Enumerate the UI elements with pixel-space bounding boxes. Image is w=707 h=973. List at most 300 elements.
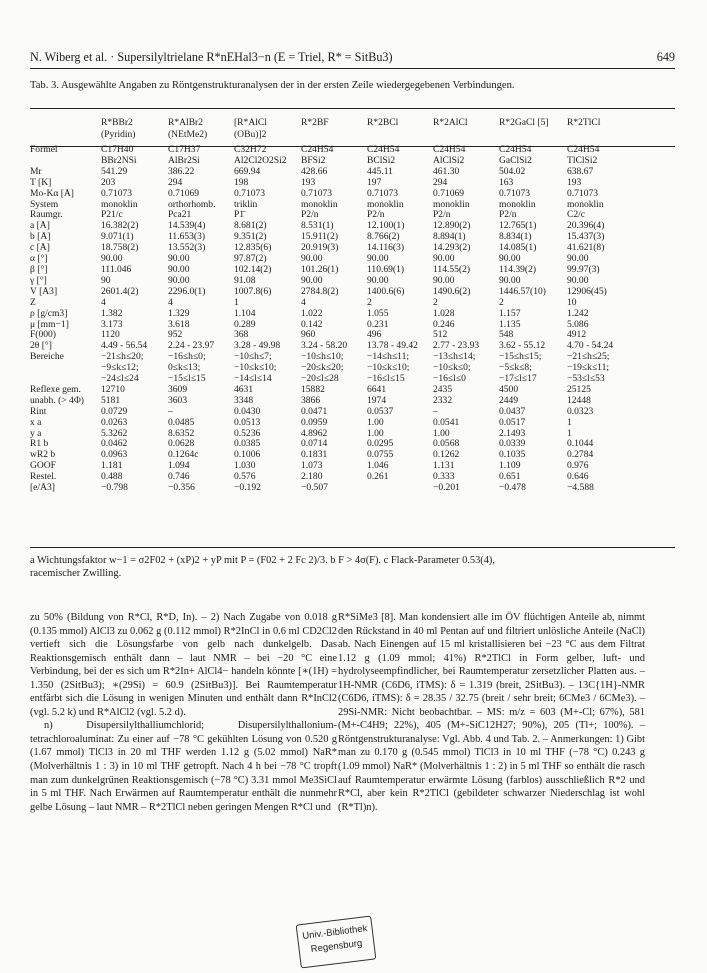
row-label: y a [30,428,42,439]
table-cell: 8.894(1) [433,232,466,243]
table-cell: P1̄ [234,210,245,221]
table-row [30,221,675,232]
table-cell: 504.02 [499,166,526,177]
table-cell: C2/c [567,210,586,221]
table-cell: 2296.0(1) [168,286,206,297]
table-cell: 0.231 [367,319,389,330]
table-cell: 1.131 [433,461,455,472]
row-label: μ [mm−1] [30,319,69,330]
table-cell: TlClSi2 [567,155,598,166]
table-cell: 15.437(3) [567,232,605,243]
table-cell: AlClSi2 [433,155,465,166]
table-cell: 12710 [101,384,125,395]
row-label: ρ [g/cm3] [30,308,68,319]
table-cell: Pca21 [168,210,192,221]
table-cell: −0.507 [301,483,328,494]
table-cell: P21/c [101,210,123,221]
table-cell: 541.29 [101,166,128,177]
table-cell: 18.758(2) [101,243,139,254]
row-label: α [°] [30,254,48,265]
table-cell: −4.588 [567,483,594,494]
paragraph: zu 50% (Bildung von R*Cl, R*D, In). – 2) Nach Zugabe von 0.018 g (0.135 mmol) AlCl3 zu 0.062 g (0.112 mmol) R*2InCl in 0.6 ml CD2Cl2 vertieft sich die Lösungsfarbe von gelb nach dunkelgelb. Das Reaktionsgemisch enthält dann – laut NMR – bei −20 °C eine Verbindung, bei der es sich um R*2In+ AlCl4− handeln könnte [∗(1H) = 1.350 (2SitBu3); ∗(29Si) = 60.9 (2SitBu3)]. Bei Raumtemperatur entfärbt sich die Lösung in wenigen Minuten und enthält dann R*InCl2 (vgl. 5.2 k) und R*AlCl2 (vgl. 5.2 d). [30,612,337,718]
table-cell: 90.00 [433,275,455,286]
table-cell: 4 [301,297,306,308]
row-label: x a [30,417,42,428]
table-cell: 0.0729 [101,406,128,417]
table-cell: 114.55(2) [433,264,471,275]
table-row [30,210,675,221]
table-cell: 3.62 - 55.12 [499,341,546,352]
table-cell: 14.085(1) [499,243,537,254]
table-row [30,265,675,276]
table-cell: 5181 [101,395,121,406]
row-label: wR2 b [30,450,56,461]
table-caption: Tab. 3. Ausgewählte Angaben zu Röntgenstrukturanalysen der in der ersten Zeile wiedergegebenen Verbindungen. [30,80,515,91]
table-row [30,320,675,331]
table-cell: 198 [234,177,249,188]
footnote-line: a Wichtungsfaktor w−1 = σ2F02 + (xP)2 + yP mit P = (F02 + 2 Fc 2)/3. b F > 4σ(F). c Flack-Parameter 0.53(4), [30,555,495,566]
table-cell: −20≤k≤20; [301,363,344,374]
table-row [30,450,675,461]
table-cell: 0.71073 [301,188,333,199]
table-cell: 1.135 [499,319,521,330]
table-row [30,232,675,243]
table-cell: −9≤k≤12; [101,363,139,374]
table-cell: 3.28 - 49.98 [234,341,281,352]
table-cell: −19≤k≤11; [567,363,610,374]
column-header [101,117,168,140]
column-header [234,117,301,140]
table-cell: 41.621(8) [567,243,605,254]
table-cell: 14.116(3) [367,243,405,254]
table-cell: 3866 [301,395,321,406]
table-cell: 1.104 [234,308,256,319]
table-cell: 0.289 [234,319,256,330]
table-cell: triklin [234,199,258,210]
table-cell: 102.14(2) [234,264,272,275]
row-label: Rint [30,406,47,417]
table-row [30,407,675,418]
table-cell: −17≤l≤17 [499,374,537,385]
column-header-line: R*2AlCl [433,117,468,128]
table-cell: 0.0959 [301,417,328,428]
row-label: F(000) [30,330,56,341]
row-label: c [Å] [30,243,50,254]
table-cell: 90.00 [367,275,389,286]
table-cell: 960 [301,330,316,341]
table-cell: P2/n [301,210,319,221]
table-cell: 0.0339 [499,439,526,450]
table-cell: 0.488 [101,472,123,483]
table-cell: 4 [168,297,173,308]
column-header [433,117,499,140]
row-label [30,156,101,167]
row-label [30,374,101,385]
table-cell: 2.1493 [499,428,526,439]
paragraph: n) Disupersilylthalliumchlorid; Disupersilylthallonium-tetrachloroaluminat: Zu einer auf −78 °C gekühlten Lösung von 0.520 g (1.67 mmol) TlCl3 in 20 ml THF werden 1.12 g (5.02 mmol) NaR* (Molverhältnis 1 : 3) in 10 ml THF getropft. Nach 4 h bei −78 °C tropft man zum dunkelgrünen Reaktionsgemisch (−78 °C) 3.31 mmol Me3SiCl in 5 ml THF. Nach Erwärmen auf Raumtemperatur enthält die nunmehr gelbe Lösung – laut NMR – R*2TlCl neben geringen Mengen R*Cl und [30,720,337,813]
table-cell: 0.651 [499,472,521,483]
table-cell: 2601.4(2) [101,286,139,297]
row-label: b [Å] [30,232,51,243]
row-label: GOOF [30,461,56,472]
table-cell: 0.0537 [367,406,394,417]
table-cell: 20.396(4) [567,221,605,232]
table-cell: monoklin [101,199,138,210]
column-header-line: R*2BCl [367,117,399,128]
table-cell: C24H54 [499,145,532,155]
table-cell: Al2Cl2O2Si2 [234,155,287,166]
table-cell: monoklin [567,199,604,210]
table-cell: 2435 [433,384,453,395]
column-header [567,117,675,140]
table-cell: 3.173 [101,319,123,330]
table-cell: 1.00 [367,417,384,428]
table-cell: 9.351(2) [234,232,267,243]
table-cell: 1.242 [567,308,589,319]
table-cell: −0.478 [499,483,526,494]
table-cell: 294 [168,177,183,188]
table-cell: C32H72 [234,145,267,155]
table-cell: 2 [499,297,504,308]
table-cell: 0.2784 [567,450,594,461]
table-cell: −53≤l≤53 [567,374,605,385]
table-cell: 203 [101,177,116,188]
table-cell: 2 [433,297,438,308]
table-cell: – [168,406,173,417]
table-cell: 8.531(1) [301,221,334,232]
table-cell: 1.109 [499,461,521,472]
table-row [30,298,675,309]
table-cell: 8.766(2) [367,232,400,243]
table-cell: 2449 [499,395,519,406]
table-cell: 8.834(1) [499,232,532,243]
table-cell: −0.201 [433,483,460,494]
table-cell: 11.653(3) [168,232,206,243]
table-cell: 20.919(3) [301,243,339,254]
table-head [30,117,675,140]
table-cell: 368 [234,330,249,341]
table-cell: 99.97(3) [567,264,600,275]
table-cell: 0.0437 [499,406,526,417]
table-row [30,483,675,494]
table-cell: 4.49 - 56.54 [101,341,148,352]
table-row [30,341,675,352]
row-label: unabh. (> 4Φ) [30,395,84,406]
row-label: R1 b [30,439,49,450]
row-label: 2θ [°] [30,341,52,352]
table-cell: 0.0263 [101,417,128,428]
column-header-line: (Pyridin) [101,128,136,140]
table-cell: 0.0517 [499,417,526,428]
row-label: [e/Å3] [30,483,55,494]
table-cell: 0.0471 [301,406,328,417]
column-header-line: R*AlBr2 [168,117,204,128]
table-row [30,396,675,407]
table-cell: GaClSi2 [499,155,532,166]
table-cell: 1.073 [301,461,323,472]
table-cell: 90.00 [367,254,389,265]
table-cell: 386.22 [168,166,195,177]
table-cell: 0.1831 [301,450,328,461]
row-label: β [°] [30,264,48,275]
row-label: Restel. [30,472,57,483]
table-cell: 0.0323 [567,406,594,417]
table-cell: 0.0462 [101,439,128,450]
header-row [30,117,675,140]
table-cell: 90.00 [301,254,323,265]
running-header [30,50,675,68]
table-cell: C17H37 [168,145,201,155]
table-row [30,385,675,396]
table-cell: 4500 [499,384,519,395]
table-cell: 4.8962 [301,428,328,439]
table-cell: 1.030 [234,461,256,472]
table-cell: 25125 [567,384,591,395]
table-cell: 1 [234,297,239,308]
table-cell: 0.1006 [234,450,261,461]
table-cell: 91.08 [234,275,256,286]
table-cell: 294 [433,177,448,188]
table-cell: 13.78 - 49.42 [367,341,418,352]
table-cell: 1 [567,417,572,428]
table-cell: 6641 [367,384,387,395]
table-cell: 90.00 [499,254,521,265]
table-cell: 638.67 [567,166,594,177]
table-cell: 1007.8(6) [234,286,272,297]
table-cell: −16≤h≤0; [168,352,206,363]
table-row [30,374,675,385]
table-cell: 0≤k≤13; [168,363,201,374]
table-body [30,140,675,494]
table-cell: monoklin [499,199,536,210]
table-cell: 3609 [168,384,188,395]
table-cell: 5.3262 [101,428,128,439]
table-cell: 8.681(2) [234,221,267,232]
table-cell: −21≤h≤20; [101,352,144,363]
table-cell: 111.046 [101,264,132,275]
stamp-line: Regensburg [310,937,363,956]
table-cell: −15≤l≤15 [168,374,206,385]
row-label: Raumgr. [30,210,63,221]
table-cell: 5.086 [567,319,589,330]
table-cell: 0.0485 [168,417,195,428]
column-header [168,117,234,140]
table-cell: monoklin [301,199,338,210]
table-row [30,254,675,265]
table-cell: 0.0755 [367,450,394,461]
table-cell: 4 [101,297,106,308]
table-cell: 90.00 [567,275,589,286]
table-cell: 1974 [367,395,387,406]
table-cell: 1400.6(6) [367,286,405,297]
table-cell: 0.0714 [301,439,328,450]
table-cell: orthorhomb. [168,199,216,210]
table-cell: 14.539(4) [168,221,206,232]
table-cell: 0.1264c [168,450,199,461]
table-cell: 0.1044 [567,439,594,450]
table-cell [367,483,433,494]
table-cell: P2/n [367,210,385,221]
table-cell: 0.0541 [433,417,460,428]
page-number: 649 [656,50,675,64]
table-cell: 12.100(1) [367,221,405,232]
table-cell: monoklin [367,199,404,210]
table-cell: BFSi2 [301,155,326,166]
table-row [30,429,675,440]
table-row [30,352,675,363]
table-cell: 0.71073 [367,188,399,199]
table-cell: 0.71073 [234,188,266,199]
table-cell: 0.646 [567,472,589,483]
table-cell: AlBr2Si [168,155,200,166]
row-label: Formel [30,145,58,155]
table-bottom-rule [30,547,675,548]
table-cell: 12906(45) [567,286,607,297]
table-cell: −10≤k≤10; [234,363,277,374]
table-cell: 90.00 [168,264,190,275]
table-cell: 0.333 [433,472,455,483]
table-cell: 0.71069 [168,188,200,199]
table-cell: 1.00 [367,428,384,439]
table-cell: 1.028 [433,308,455,319]
table-cell: 90.00 [433,254,455,265]
table-cell: 0.71073 [101,188,133,199]
table-cell: −10≤h≤10; [301,352,344,363]
header-rule [30,68,675,69]
table-cell: 0.71073 [567,188,599,199]
table-cell: 1490.6(2) [433,286,471,297]
table-cell: 1.382 [101,308,123,319]
table-cell: 548 [499,330,514,341]
table-cell: 1.00 [433,428,450,439]
column-header [367,117,433,140]
table-cell: 90.00 [499,275,521,286]
table-cell: 15882 [301,384,325,395]
table-cell: 3348 [234,395,254,406]
table-cell: 4912 [567,330,587,341]
table-cell: 15.911(2) [301,232,339,243]
table-cell: C17H40 [101,145,134,155]
table-cell: 0.576 [234,472,256,483]
table-cell: −13≤h≤14; [433,352,476,363]
table-cell: 12.765(1) [499,221,537,232]
column-header-line: (NEtMe2) [168,128,208,140]
table-cell: −15≤h≤15; [499,352,542,363]
table-cell: 0.71073 [499,188,531,199]
table-row [30,330,675,341]
table-cell: −10≤h≤7; [234,352,272,363]
table-row [30,461,675,472]
table-cell: 2332 [433,395,453,406]
right-text-column [338,611,645,814]
row-label: System [30,199,59,210]
table-cell: 101.26(1) [301,264,339,275]
table-row [30,287,675,298]
table-cell: 0.246 [433,319,455,330]
library-stamp [296,916,377,969]
table-cell: – [433,406,438,417]
table-cell: 1.181 [101,461,123,472]
row-label: T [K] [30,177,52,188]
table-cell: 12448 [567,395,591,406]
table-cell: −16≤l≤15 [367,374,405,385]
table-cell: 0.71069 [433,188,465,199]
table-cell: −16≤l≤0 [433,374,466,385]
row-label: Mo-Kα [Å] [30,188,74,199]
table-cell: BBr2NSi [101,155,137,166]
table-cell: −20≤l≤28 [301,374,339,385]
table-cell: C24H54 [367,145,400,155]
table-mid-rule [30,146,675,147]
table-cell: 0.1262 [433,450,460,461]
table-cell: 14.293(2) [433,243,471,254]
stamp-line: Univ.-Bibliothek [301,923,368,943]
table-row [30,472,675,483]
table-row [30,200,675,211]
table-cell: 0.976 [567,461,589,472]
footnote-line: racemischer Zwilling. [30,568,122,579]
table-cell: 90.00 [101,254,123,265]
table-cell: 2.180 [301,472,323,483]
table-cell: −5≤k≤8; [499,363,532,374]
table-cell: 0.142 [301,319,323,330]
row-label: a [Å] [30,221,50,232]
column-header-line: R*2GaCl [5] [499,117,549,128]
table-cell: 0.0295 [367,439,394,450]
table-row [30,418,675,429]
table-cell: 2.24 - 23.97 [168,341,215,352]
table-cell: 193 [567,177,582,188]
xray-data-table [30,117,675,494]
table-cell: 16.382(2) [101,221,139,232]
table-footnote [30,554,675,580]
table-row [30,276,675,287]
table-row [30,178,675,189]
table-cell: 12.835(6) [234,243,272,254]
column-header-line: (OBu)]2 [234,128,267,140]
table-cell: P2/n [433,210,451,221]
table-top-rule [30,108,675,109]
table-cell: 445.11 [367,166,393,177]
table-row [30,309,675,320]
table-cell: 461.30 [433,166,460,177]
table-cell: 97.87(2) [234,254,267,265]
column-header-line: R*BBr2 [101,117,133,128]
table-row [30,189,675,200]
table-cell: 110.69(1) [367,264,405,275]
row-label: Mr [30,166,42,177]
table-cell: 2 [367,297,372,308]
table-cell: −0.356 [168,483,195,494]
table-cell: 0.0430 [234,406,261,417]
table-cell: 3.618 [168,319,190,330]
table-cell: 952 [168,330,183,341]
table-cell: 1.157 [499,308,521,319]
table-cell: 90 [101,275,111,286]
column-header-line: [R*AlCl [234,117,267,128]
table-cell: −10≤k≤0; [433,363,471,374]
table-cell: 1.055 [367,308,389,319]
table-cell: 90.00 [301,275,323,286]
table-cell: 669.94 [234,166,261,177]
paragraph: R*SiMe3 [8]. Man kondensiert alle im ÖV flüchtigen Anteile ab, nimmt den Rückstand in 40 ml Pentan auf und filtriert unlösliche Anteile (NaCl) ab. Nach Einengen auf 15 ml kristallisieren bei −23 °C aus dem Filtrat 1.12 g (1.09 mmol; 41%) R*2TlCl in Form gelber, luft- und hydrolyseempfindlicher, bei Raumtemperatur zersetzlicher Platten aus. – 1H-NMR (C6D6, iTMS): δ = 1.319 (breit, 2SitBu3). – 13C{1H}-NMR (C6D6, iTMS): δ = 28.35 / 32.75 (breit / sehr breit; 6CMe3 / 6CMe3). – 29Si-NMR: Nicht beobachtbar. – MS: m/z = 603 (M+-Cl; 67%), 581 (M+-C4H9; 22%), 405 (M+-SiC12H27; 90%), 205 (Tl+; 100%). – Röntgenstrukturanalyse: Vgl. Abb. 4 und Tab. 2. – Anmerkungen: 1) Gibt man zu 0.170 g (0.545 mmol) TlCl3 in 10 ml THF (−78 °C) 0.243 g (1.09 mmol) NaR* (Molverhältnis 1 : 2) in 5 ml THF so enthält die rasch auf Raumtemperatur erwärmte Lösung (farblos) ausschließlich R*2 und R*Cl, aber kein R*2TlCl (gebildeter schwarzer Niederschlag ist wohl (R*Tl)n). [338,612,645,813]
table-cell: P2/n [499,210,517,221]
column-header [301,117,367,140]
table-cell: −0.192 [234,483,261,494]
table-row [30,167,675,178]
table-cell: C24H54 [433,145,466,155]
table-cell: −24≤l≤24 [101,374,139,385]
